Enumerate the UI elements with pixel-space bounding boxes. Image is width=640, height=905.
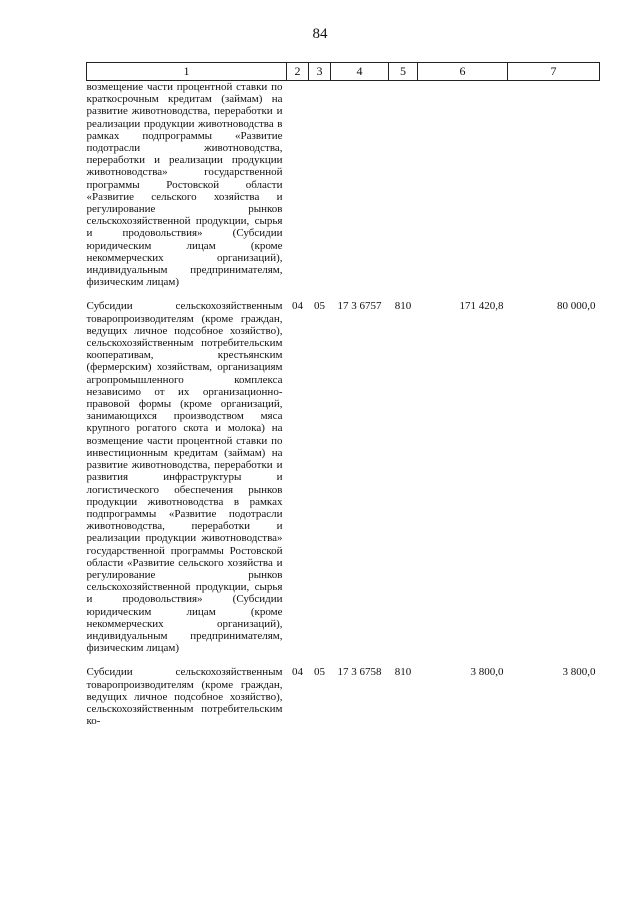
column-header: 5: [389, 63, 418, 81]
column-header: 6: [418, 63, 508, 81]
row-description: Субсидии сельскохозяйственным товаропроизводителям (кроме граждан, ведущих личное подсобное хозяйство), сельскохозяйственным потребительским кооперативам, крестьянским (фермерским) хозяйствам, организациям агропромышленного комплекса независимо от их организационно-правовой формы (кроме организаций, занимающихся производством мяса крупного рогатого скота и молока) на возмещение части процентной ставки по инвестиционным кредитам (займам) на развитие животноводства, переработки и развития инфраструктуры и логистического обеспечения рынков продукции животноводства в рамках подпрограммы «Развитие подотрасли животноводства, переработки и реализации продукции животноводства» государственной программы Ростовской области «Развитие сельского хозяйства и регулирование рынков сельскохозяйственной продукции, сырья и продовольствия» (Субсидии юридическим лицам (кроме некоммерческих организаций), индивидуальным предпринимателям, физическим лицам): [86, 300, 283, 655]
table-row: [87, 81, 600, 289]
table-header-row: [87, 63, 600, 81]
row-description: Субсидии сельскохозяйственным товаропроизводителям (кроме граждан, ведущих личное подсобное хозяйство), сельскохозяйственным потребительским ко-: [86, 666, 283, 728]
row-amount-2: 3 800,0: [562, 666, 596, 679]
row-amount-2: [508, 81, 600, 289]
table-row: [87, 288, 600, 654]
row-target-article: [331, 81, 389, 289]
row-target-article: 17 3 6758: [337, 666, 382, 679]
row-description: возмещение части процентной ставки по краткосрочным кредитам (займам) на развитие животноводства, переработки и реализации продукции животноводства в рамках подпрограммы «Развитие подотрасли животноводства, переработки и реализации продукции животноводства» государственной программы Ростовской области «Развитие сельского хозяйства и регулирование рынков сельскохозяйственной продукции, сырья и продовольствия» (Субсидии юридическим лицам (кроме некоммерческих организаций), индивидуальным предпринимателям, физическим лицам): [86, 81, 283, 289]
column-header: 4: [331, 63, 389, 81]
row-expense-type: 810: [394, 300, 412, 313]
row-target-article: 17 3 6757: [337, 300, 382, 313]
row-amount-1: 3 800,0: [470, 666, 504, 679]
page-number: 84: [312, 26, 328, 42]
row-amount-1: [418, 81, 508, 289]
table-row: [87, 654, 600, 727]
row-subsection: 05: [314, 666, 325, 679]
row-expense-type: [389, 81, 418, 289]
row-subsection: [309, 81, 331, 289]
row-section: [287, 81, 309, 289]
row-section: 04: [292, 666, 303, 679]
column-header: 2: [287, 63, 309, 81]
column-header: 7: [508, 63, 600, 81]
row-amount-1: 171 420,8: [459, 300, 504, 313]
row-section: 04: [292, 300, 303, 313]
column-header: 1: [87, 63, 287, 81]
column-header: 3: [309, 63, 331, 81]
row-expense-type: 810: [394, 666, 412, 679]
budget-table: [86, 62, 600, 727]
row-subsection: 05: [314, 300, 325, 313]
row-amount-2: 80 000,0: [557, 300, 596, 313]
